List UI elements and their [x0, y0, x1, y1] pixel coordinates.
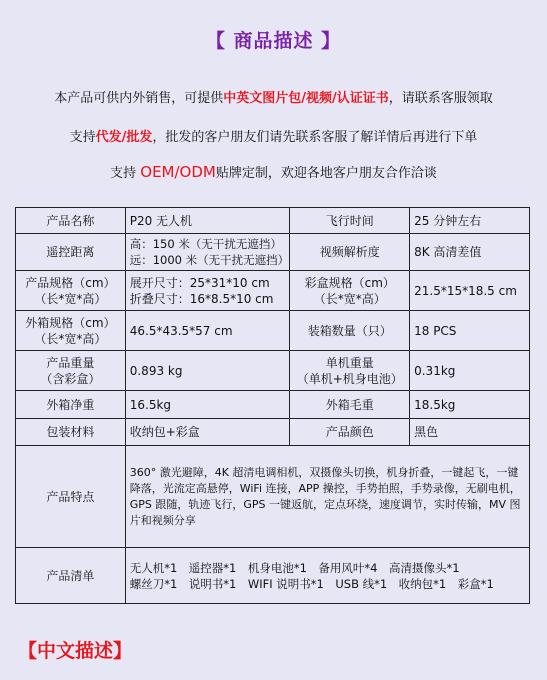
spec-label-carton [16, 311, 126, 351]
intro-line-materials-pre: 本产品可供内外销售，可提供 [54, 91, 224, 106]
spec-label-name: 产品名称 [16, 208, 126, 234]
intro-line-wholesale [0, 126, 547, 145]
spec-label-size-line1: 产品规格（cm） [25, 275, 116, 290]
spec-value-packing-line1: 无人机*1 遥控器*1 机身电池*1 备用风叶*4 高清摄像头*1 [129, 560, 460, 575]
spec-label-flight-time: 飞行时间 [290, 208, 410, 234]
spec-table [15, 207, 530, 604]
spec-label-weight-line2: （含彩盒） [40, 371, 101, 386]
spec-label-qty: 装箱数量（只） [290, 311, 410, 351]
spec-value-material: 收纳包+彩盒 [125, 419, 290, 446]
intro-line-oem [0, 162, 547, 181]
spec-row-net [16, 391, 530, 419]
spec-row-features [16, 446, 530, 548]
spec-label-box-line2: （长*宽*高） [313, 291, 386, 306]
spec-value-single-weight: 0.31kg [410, 351, 530, 391]
spec-label-color: 产品颜色 [290, 419, 410, 446]
spec-value-range-far: 远：1000 米（无干扰无遮挡） [129, 253, 290, 267]
spec-row-name [16, 208, 530, 234]
spec-label-weight [16, 351, 126, 391]
spec-label-carton-line2: （长*宽*高） [34, 331, 107, 346]
spec-label-size [16, 271, 126, 311]
spec-value-range-high: 高：150 米（无干扰无遮挡） [129, 237, 282, 251]
spec-label-video: 视频解析度 [290, 234, 410, 271]
spec-row-material [16, 419, 530, 446]
spec-label-single-weight-line2: （单机+机身电池） [296, 371, 403, 386]
spec-label-size-line2: （长*宽*高） [34, 291, 107, 306]
spec-row-weight [16, 351, 530, 391]
spec-value-color: 黑色 [410, 419, 530, 446]
spec-value-video: 8K 高清差值 [410, 234, 530, 271]
intro-line-oem-post: 贴牌定制，欢迎各地客户朋友合作洽谈 [215, 166, 437, 181]
intro-line-materials [0, 87, 547, 106]
intro-line-oem-pre: 支持 [110, 166, 141, 181]
intro-line-materials-post: ，请联系客服领取 [388, 91, 493, 106]
spec-value-size-fold: 折叠尺寸：16*8.5*10 cm [129, 291, 274, 306]
spec-value-name: P20 无人机 [125, 208, 290, 234]
spec-label-features: 产品特点 [16, 446, 126, 548]
spec-label-packing: 产品清单 [16, 548, 126, 604]
spec-value-packing-line2: 螺丝刀*1 说明书*1 WIFI 说明书*1 USB 线*1 收纳包*1 彩盒*1 [129, 576, 494, 591]
spec-value-flight-time: 25 分钟左右 [410, 208, 530, 234]
spec-row-range [16, 234, 530, 271]
intro-line-materials-highlight: 中英文图片包/视频/认证证书 [223, 91, 389, 106]
intro-line-oem-highlight: OEM/ODM [140, 163, 216, 181]
spec-value-gross: 18.5kg [410, 391, 530, 419]
spec-label-weight-line1: 产品重量 [46, 355, 95, 370]
footer-section-title: 【中文描述】 [18, 640, 133, 662]
spec-row-carton [16, 311, 530, 351]
spec-value-packing [125, 548, 529, 604]
spec-value-features: 360° 激光避障，4K 超清电调相机，双摄像头切换，机身折叠，一键起飞，一键降落，光流定高悬停，WiFi 连接，APP 操控，手势拍照，手势录像，无刷电机，GPS 跟随，轨迹飞行，GPS 一键返航，定点环绕，速度调节，实时传输，MV 图片和视频分享 [125, 446, 529, 548]
spec-value-range [125, 234, 290, 271]
spec-value-box: 21.5*15*18.5 cm [410, 271, 530, 311]
intro-line-wholesale-pre: 支持 [69, 130, 96, 145]
spec-label-box [290, 271, 410, 311]
spec-label-range: 遥控距离 [16, 234, 126, 271]
spec-row-packing [16, 548, 530, 604]
spec-label-box-line1: 彩盒规格（cm） [304, 275, 395, 290]
intro-line-wholesale-post: ，批发的客户朋友们请先联系客服了解详情后再进行下单 [152, 130, 478, 145]
spec-label-single-weight [290, 351, 410, 391]
spec-value-weight: 0.893 kg [125, 351, 290, 391]
spec-label-gross: 外箱毛重 [290, 391, 410, 419]
spec-label-single-weight-line1: 单机重量 [325, 355, 374, 370]
spec-value-size-open: 展开尺寸：25*31*10 cm [129, 275, 270, 290]
spec-label-carton-line1: 外箱规格（cm） [25, 315, 116, 330]
spec-label-net: 外箱净重 [16, 391, 126, 419]
spec-value-net: 16.5kg [125, 391, 290, 419]
section-title: 【 商品描述 】 [205, 30, 342, 52]
spec-value-size [125, 271, 290, 311]
spec-value-qty: 18 PCS [410, 311, 530, 351]
spec-label-material: 包装材料 [16, 419, 126, 446]
spec-value-carton: 46.5*43.5*57 cm [125, 311, 290, 351]
spec-row-size [16, 271, 530, 311]
intro-line-wholesale-highlight: 代发/批发 [95, 130, 153, 145]
